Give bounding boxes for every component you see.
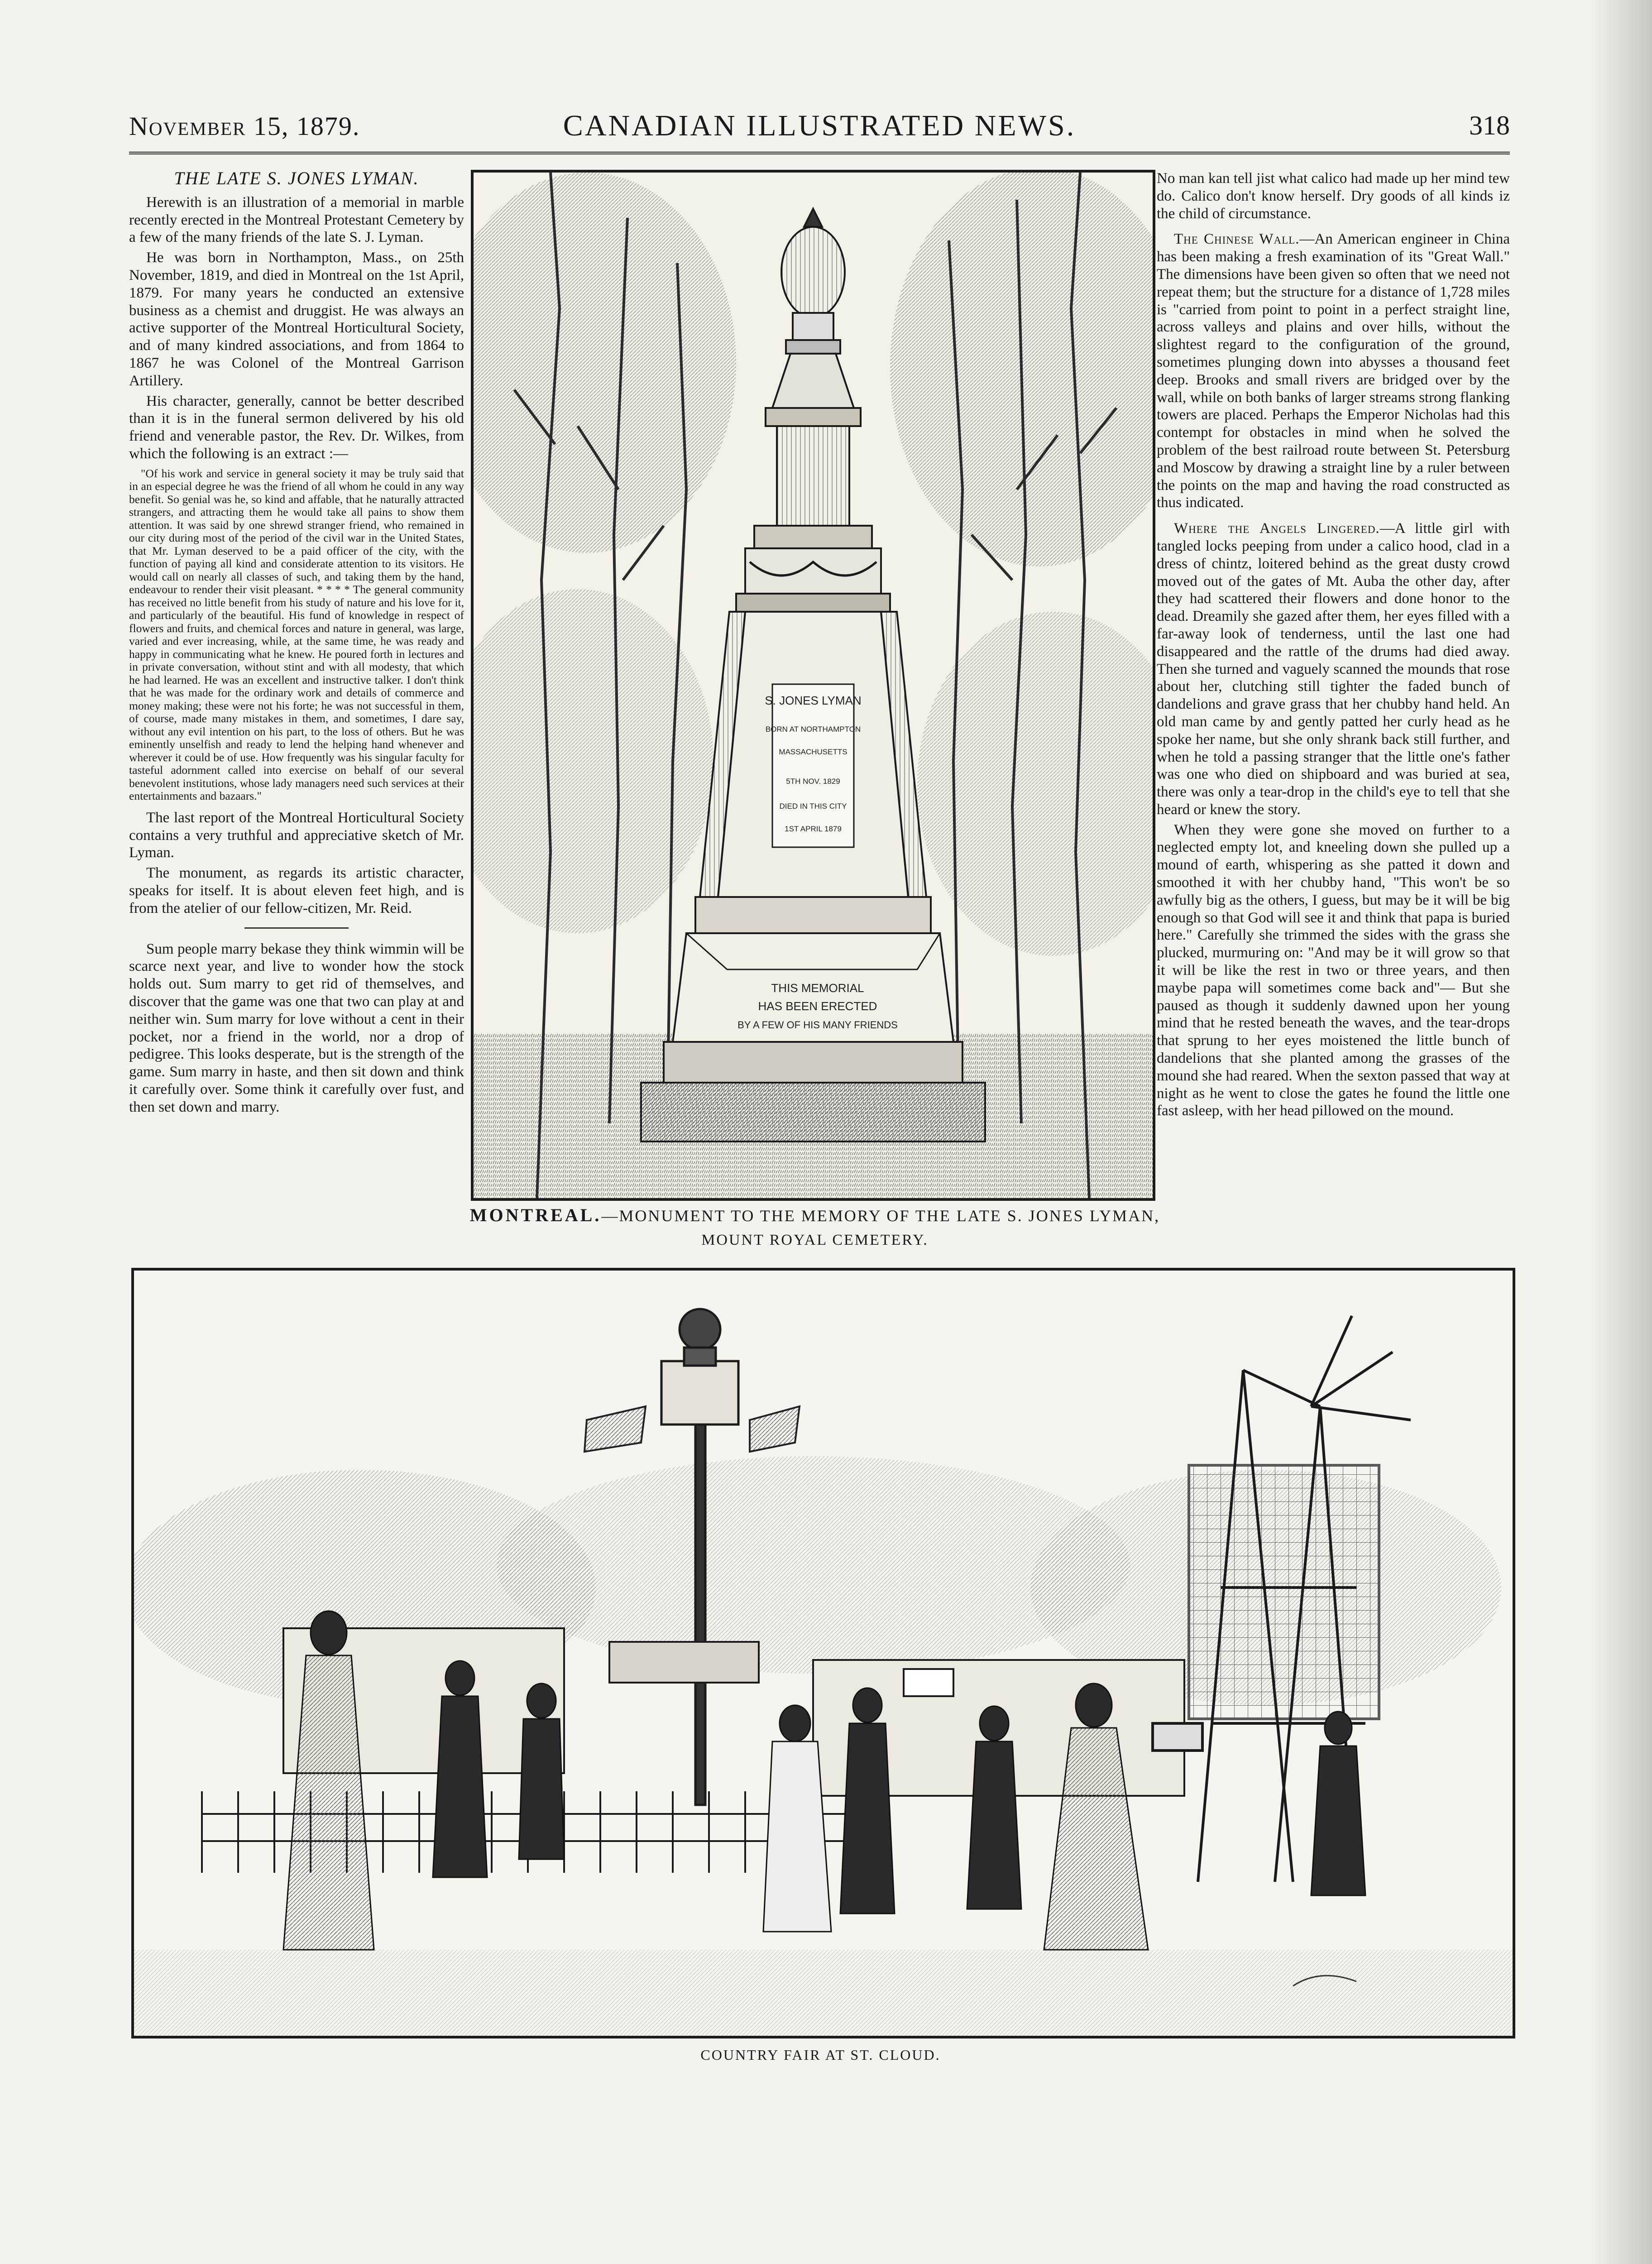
marry-paragraph: Sum people marry bekase they think wimmin will be scarce next year, and live to wonder how the stock holds out. Sum marry to get rid of themselves, and discover that the game was one that two can play at and neither win. Sum marry for love without a cent in their pocket, nor a friend in the world, nor a drop of pedigree. This looks desperate, but is the strength of the game. Sum marry in haste, and then sit down and think it carefully over. Some think it carefully over fust, and then set down and marry. bbox=[129, 940, 464, 1115]
angels-title: Where the Angels Lingered. bbox=[1174, 520, 1380, 537]
country-fair-illustration bbox=[131, 1268, 1515, 2039]
monument-illustration bbox=[471, 170, 1155, 1201]
right-column bbox=[1157, 170, 1510, 1122]
article-headline: THE LATE S. JONES LYMAN. bbox=[174, 168, 419, 188]
monument-engraving bbox=[474, 173, 1153, 1198]
caption-location: MONTREAL. bbox=[469, 1205, 602, 1225]
angels-paragraph-2: When they were gone she moved on further to a neglected empty lot, and kneeling down she pulled up a mound of earth, whispering as she patted it down and smoothed it with her chubby hand, "This won't be so awfully big as the others, I guess, but may be it will be big enough so that God will see it and think that papa is buried here." Carefully she trimmed the sides with the grass she plucked, murmuring on: "And may be it will grow so that it will be like the rest in two or three years, and then maybe papa will sometimes come back and"— But she paused as though it suddenly dawned upon her young mind that he rested beneath the waves, and the tear-drops that sprung to her eyes moistened the little bunch of dandelions that she planted among the grasses of the mound she had reared. When the sexton passed that way at night as he went to close the gates he found the little one fast asleep, with her head pillowed on the mound. bbox=[1157, 821, 1510, 1119]
article-paragraph: He was born in Northampton, Mass., on 25th November, 1819, and died in Montreal on the 1st April, 1879. For many years he conducted an extensive business as a chemist and druggist. He was always an active supporter of the Montreal Horticultural Society, and of many kindred associations, and from 1864 to 1867 he was Colonel of the Montreal Garrison Artillery. bbox=[129, 249, 464, 389]
page-header bbox=[129, 106, 1510, 152]
article-paragraph: His character, generally, cannot be better described than it is in the funeral sermon delivered by his old friend and venerable pastor, the Rev. Dr. Wilkes, from which the following is an extract :— bbox=[129, 393, 464, 462]
inscription-line: 1ST APRIL 1879 bbox=[785, 825, 842, 833]
issue-date: November 15, 1879. bbox=[129, 111, 360, 141]
angels-text: —A little girl with tangled locks peeping from under a calico hood, clad in a dress of chintz, loitered behind as the great dusty crowd moved out of the gates of Mt. Auba the other day, after they had scattered their flowers and done honor to the dead. Dreamily she gazed after them, her eyes filled with a far-away look of tenderness, until the last one had disappeared and the rattle of the drums had died away. Then she turned and vaguely scanned the mounds that rose about her, clutching still tighter the faded bunch of dandelions and grave grass that her chubby hand held. An old man came by and gently patted her curly head as he spoke her name, but she only shrank back still further, and when he told a passing stranger that the little one's father was one who died on shipboard and was buried at sea, there was only a tear-drop in the child's eye to tell that she heard or knew the story. bbox=[1157, 520, 1510, 818]
inscription-line: S. JONES LYMAN bbox=[765, 694, 862, 707]
chinese-wall-paragraph bbox=[1157, 230, 1510, 512]
article-paragraph: The last report of the Montreal Horticultural Society contains a very truthful and appreciative sketch of Mr. Lyman. bbox=[129, 809, 464, 861]
article-paragraph: The monument, as regards its artistic character, speaks for itself. It is about eleven feet high, and is from the atelier of our fellow-citizen, Mr. Reid. bbox=[129, 865, 464, 916]
fair-engraving bbox=[134, 1271, 1513, 2036]
base-inscription-line: BY A FEW OF HIS MANY FRIENDS bbox=[737, 1019, 898, 1031]
page-edge-shadow bbox=[1589, 0, 1652, 2264]
inscription-line: BORN AT NORTHAMPTON bbox=[765, 725, 861, 734]
fair-caption: COUNTRY FAIR AT ST. CLOUD. bbox=[700, 2047, 941, 2063]
base-inscription-line: HAS BEEN ERECTED bbox=[758, 999, 877, 1013]
inscription-line: 5TH NOV. 1829 bbox=[786, 777, 840, 786]
inscription-line: MASSACHUSETTS bbox=[779, 748, 848, 756]
left-column bbox=[129, 170, 464, 1119]
caption-text: —MONUMENT TO THE MEMORY OF THE LATE S. JONES LYMAN, bbox=[601, 1207, 1160, 1225]
article-paragraph: Herewith is an illustration of a memorial in marble recently erected in the Montreal Protestant Cemetery by a few of the many friends of the late S. J. Lyman. bbox=[129, 194, 464, 246]
chinese-wall-text: —An American engineer in China has been making a fresh examination of its "Great Wall." The dimensions have been given so often that we need not repeat them; but the structure for a distance of 1,728 miles is "carried from point to point in a perfect straight line, across valleys and plains and over hills, without the slightest regard to the configuration of the ground, sometimes plunging down into abysses a thousand feet deep. Brooks and small rivers are bridged over by the wall, while on both banks of larger streams strong flanking towers are placed. Perhaps the Emperor Nicholas had this contempt for obstacles in mind when he solved the problem of the best railroad route between St. Petersburg and Moscow by drawing a straight line by a ruler between the points on the map and having the road constructed as thus indicated. bbox=[1157, 231, 1510, 511]
monument-caption-line2: MOUNT ROYAL CEMETERY. bbox=[701, 1232, 929, 1248]
monument-caption bbox=[462, 1204, 1168, 1226]
angels-paragraph bbox=[1157, 520, 1510, 819]
page-number: 318 bbox=[1469, 110, 1510, 140]
header-rule bbox=[129, 152, 1510, 154]
chinese-wall-title: The Chinese Wall. bbox=[1174, 231, 1300, 248]
inscription-line: DIED IN THIS CITY bbox=[779, 802, 847, 811]
sermon-quote: "Of his work and service in general society it may be truly said that in an especial degree he was the friend of all whom he could in any way benefit. So genial was he, so kind and affable, that he naturally attracted strangers, and attracting them he would take all pains to show them attention. It was said by one shrewd stranger friend, who remained in our city during most of the period of the civil war in the United States, that Mr. Lyman deserved to be a paid officer of the city, with the function of paying all kind and considerate attention to its visitors. He would call on nearly all classes of such, and taking them by the hand, endeavour to render their visit pleasant. * * * * The general community has received no little benefit from his study of nature and his love for it, and particularly of the beautiful. His fund of knowledge in respect of flowers and fruits, and chemical forces and nature in general, was large, varied and ever increasing, while, at the same time, he was ready and happy in communicating what he knew. He poured forth in lectures and in private conversation, without stint and with all modesty, that which he had learned. He was an excellent and instructive talker. I don't think that he was made for the ordinary work and details of commerce and money making; these were not his forte; he was not successful in them, of course, made many mistakes in them, and sometimes, I dare say, without any evil intention on his part, to the loss of others. But he was eminently unselfish and ready to lend the helping hand whenever and wherever it could be of use. How frequently was his singular faculty for tasteful adornment called into exercise on behalf of our several benevolent institutions, whose lady managers need such services at their entertainments and bazaars." bbox=[129, 466, 464, 803]
masthead-title: CANADIAN ILLUSTRATED NEWS. bbox=[563, 109, 1076, 142]
section-divider bbox=[244, 927, 349, 929]
base-inscription-line: THIS MEMORIAL bbox=[771, 981, 864, 995]
calico-paragraph: No man kan tell jist what calico had made up her mind tew do. Calico don't know herself. Dry goods of all kinds iz the child of circumstance. bbox=[1157, 170, 1510, 222]
